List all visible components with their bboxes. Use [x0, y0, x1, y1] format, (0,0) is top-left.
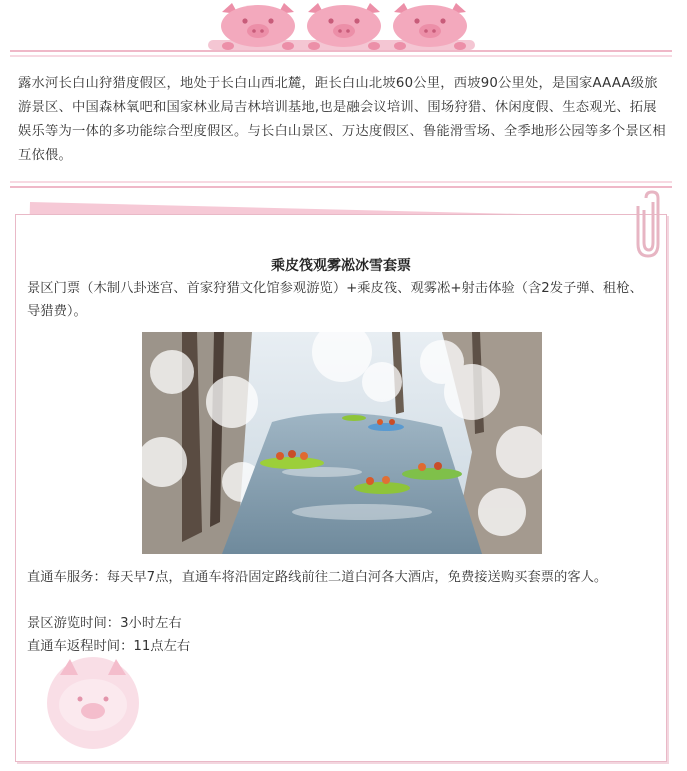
- rafting-photo: [142, 332, 542, 554]
- visit-duration: 景区游览时间：3小时左右: [27, 616, 182, 631]
- paperclip-icon: [634, 190, 666, 260]
- ticket-includes: 景区门票（木制八卦迷宫、首家狩猎文化馆参观游览）+乘皮筏、观雾凇+射击体验（含2发子弹、租枪、导猎费）。: [27, 281, 643, 319]
- shuttle-service: 直通车服务：每天早7点，直通车将沿固定路线前往二道白河各大酒店，免费接送购买套票的客人。: [27, 570, 608, 585]
- divider: [10, 55, 672, 57]
- return-time: 直通车返程时间：11点左右: [27, 639, 191, 654]
- divider: [10, 181, 672, 183]
- ticket-card: [15, 214, 667, 762]
- pig-stamp-icon: [38, 645, 148, 755]
- ticket-title: 乘皮筏观雾凇冰雪套票: [271, 258, 411, 274]
- intro-text: 露水河长白山狩猎度假区，地处于长白山西北麓，距长白山北坡60公里，西坡90公里处，是国家AAAA级旅游景区、中国森林氧吧和国家林业局吉林培训基地,也是融会议培训、围场狩猎、休闲度假、生态观光、拓展娱乐等为一体的多功能综合型度假区。与长白山景区、万达度假区、鲁能滑雪场、全季地形公园等多个景区相互依偎。: [18, 76, 666, 163]
- intro-section: [10, 50, 672, 188]
